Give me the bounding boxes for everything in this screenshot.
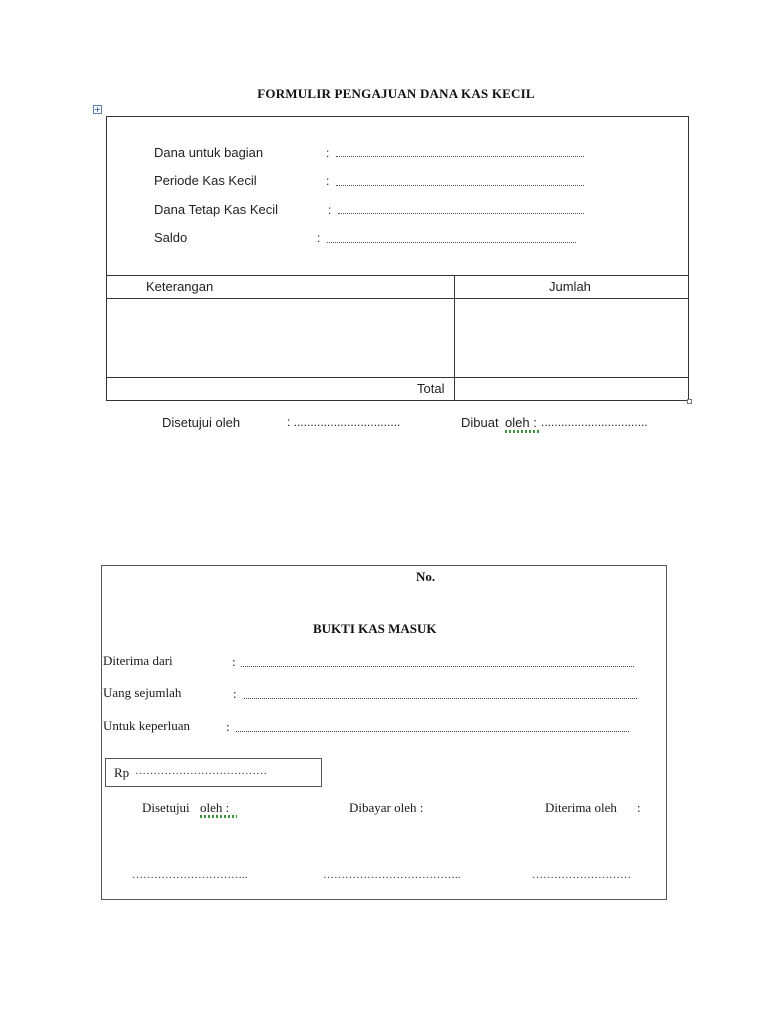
form2-title: BUKTI KAS MASUK bbox=[313, 621, 437, 636]
form2-rp-value[interactable]: ……………………………… bbox=[135, 765, 267, 777]
form1-field-fill-line[interactable] bbox=[336, 185, 584, 186]
form1-title: FORMULIR PENGAJUAN DANA KAS KECIL bbox=[257, 86, 535, 101]
form1-approved-label: Disetujui oleh bbox=[162, 415, 241, 430]
form1-field-colon: : bbox=[317, 231, 321, 245]
form1-keterangan-cell[interactable] bbox=[107, 299, 453, 376]
form2-sig-received-label: Diterima oleh bbox=[545, 800, 617, 815]
form1-field-colon: : bbox=[326, 174, 330, 188]
form1-col-jumlah: Jumlah bbox=[549, 279, 591, 294]
form2-field-label-diterima-dari: Diterima dari bbox=[103, 653, 173, 668]
form1-total-label: Total bbox=[417, 381, 445, 396]
form1-col-keterangan: Keterangan bbox=[146, 279, 214, 294]
form2-field-colon: : bbox=[232, 654, 236, 669]
spellcheck-squiggle bbox=[200, 815, 237, 818]
form1-header-divider bbox=[107, 275, 688, 276]
form1-approved-value[interactable]: : ................................ bbox=[287, 415, 401, 429]
form1-made-label: Dibuat bbox=[461, 415, 499, 430]
form1-field-label-dana-tetap: Dana Tetap Kas Kecil bbox=[154, 202, 279, 217]
form1-field-colon: : bbox=[328, 203, 332, 217]
form2-rp-label: Rp bbox=[114, 765, 130, 780]
form2-sig-approved-label-oleh: oleh : bbox=[200, 800, 230, 815]
form2-field-fill-line[interactable] bbox=[244, 698, 637, 699]
form1-field-fill-line[interactable] bbox=[338, 213, 584, 214]
form1-field-label-saldo: Saldo bbox=[154, 230, 188, 245]
form1-field-label-dana-bagian: Dana untuk bagian bbox=[154, 145, 264, 160]
table-move-handle-icon[interactable] bbox=[93, 105, 102, 114]
form1-made-value[interactable]: ................................ bbox=[541, 415, 648, 429]
form1-jumlah-cell[interactable] bbox=[455, 299, 687, 376]
form1-made-label-oleh: oleh : bbox=[505, 415, 537, 430]
form1-field-colon: : bbox=[326, 146, 330, 160]
form1-field-fill-line[interactable] bbox=[336, 156, 584, 157]
form2-sig-approved-label: Disetujui bbox=[142, 800, 190, 815]
form2-sig-received-colon: : bbox=[637, 800, 641, 815]
form2-sig-approved-line[interactable]: ………………………….. bbox=[132, 869, 248, 881]
form2-field-colon: : bbox=[226, 719, 230, 734]
table-resize-handle-icon[interactable] bbox=[687, 399, 692, 404]
form2-field-fill-line[interactable] bbox=[236, 731, 629, 732]
form1-field-label-periode: Periode Kas Kecil bbox=[154, 173, 257, 188]
form2-field-label-untuk-keperluan: Untuk keperluan bbox=[103, 718, 191, 733]
form2-field-colon: : bbox=[233, 686, 237, 701]
form2-sig-paid-line[interactable]: ……………………………….. bbox=[323, 869, 461, 881]
form2-sig-paid-label: Dibayar oleh : bbox=[349, 800, 424, 815]
form1-total-value-cell[interactable] bbox=[455, 378, 687, 399]
spellcheck-squiggle bbox=[505, 430, 539, 433]
form2-field-label-uang-sejumlah: Uang sejumlah bbox=[103, 685, 182, 700]
form2-field-fill-line[interactable] bbox=[241, 666, 634, 667]
form2-number-label: No. bbox=[416, 569, 436, 584]
form1-field-fill-line[interactable] bbox=[327, 242, 576, 243]
form2-sig-received-line[interactable]: ……………………… bbox=[532, 869, 631, 881]
